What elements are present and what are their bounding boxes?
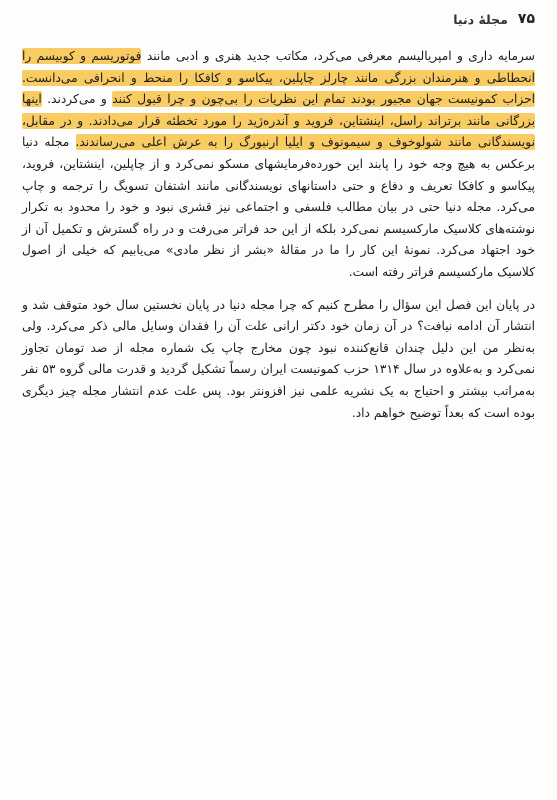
paragraph-2: در پایان این فصل این سؤال را مطرح کنیم که چرا مجله دنیا در پایان نخستین سال خود متوقف شد و انتشار آن ادامه نیافت؟ در آن زمان خود دکتر ارانی علت آن را فقدان وسایل مالی ذکر می‌کرد. ولی به‌نظر من این دلیل چندان قانع‌کننده نبود چون مخارج چاپ یک شماره مجله از صد تومان تجاوز نمی‌کرد و به‌علاوه در سال ۱۳۱۴ حزب کمونیست ایران رسماً تشکیل گردید و قدرت مالی گروه ۵۳ نفر به‌مراتب بیشتر و احتیاج به یک نشریه علمی نیز افزونتر بود. پس علت عدم انتشار مجله چیز دیگری بوده است که بعداً توضیح خواهم داد. [22,297,536,420]
paragraph-1-middle: و می‌کردند. [41,92,113,107]
page-number: ۷۵ [517,11,535,27]
paragraph-1-intro: سرمایه داری و امپریالیسم معرفی می‌کرد، مکاتب جدید هنری و ادبی مانند [141,49,535,63]
highlighted-passage-2: اینها بزرگانی مانند برتراند راسل، اینشتاین، فروید و آندره‌ژید را مورد تخطئه قرار می‌دادند. و در مقابل، نویسندگانی مانند شولوخوف و سیمونوف و ایلیا ارنبورگ را به عرش اعلی می‌رساندند. [22,92,535,150]
paragraph-1-rest: مجله دنیا برعکس به هیچ وجه خود را پابند این خورده‌فرمایشهای مسکو نمی‌کرد و از چاپلین، اینشتاین، فروید، پیکاسو و کافکا تعریف و دفاع و حتی داستانهای نویسندگانی مانند اشتفان تسویگ را ترجمه و چاپ می‌کرد. مجله دنیا حتی در بیان مطالب فلسفی و اجتماعی نیز قشری نبود و خود را محدود به تکرار نوشته‌های کلاسیک مارکسیسم نمی‌کرد بلکه از این حد فراتر می‌رفت و در راه گسترش و تکمیل آن از خود اجتهاد می‌کرد. نمونهٔ این کار را ما در مقالهٔ «بشر از نظر مادی» می‌یابیم که خیلی از اصول کلاسیک مارکسیسم فراتر رفته است. [22,135,535,279]
journal-title: مجلهٔ دنیا [453,11,508,27]
paragraph-1 [22,46,535,284]
body-text [22,46,535,424]
paragraph-gap [22,284,535,295]
highlighted-passage-1: فوتوریسم و کوبیسم را انحطاطی و هنرمندان بزرگی مانند چارلز چاپلین، پیکاسو و کافکا را منحط و انحرافی می‌دانست. احزاب کمونیست جهان مجبور بودند تمام این نظریات را بی‌چون و چرا قبول کنند [22,49,536,107]
page-header [22,8,535,30]
